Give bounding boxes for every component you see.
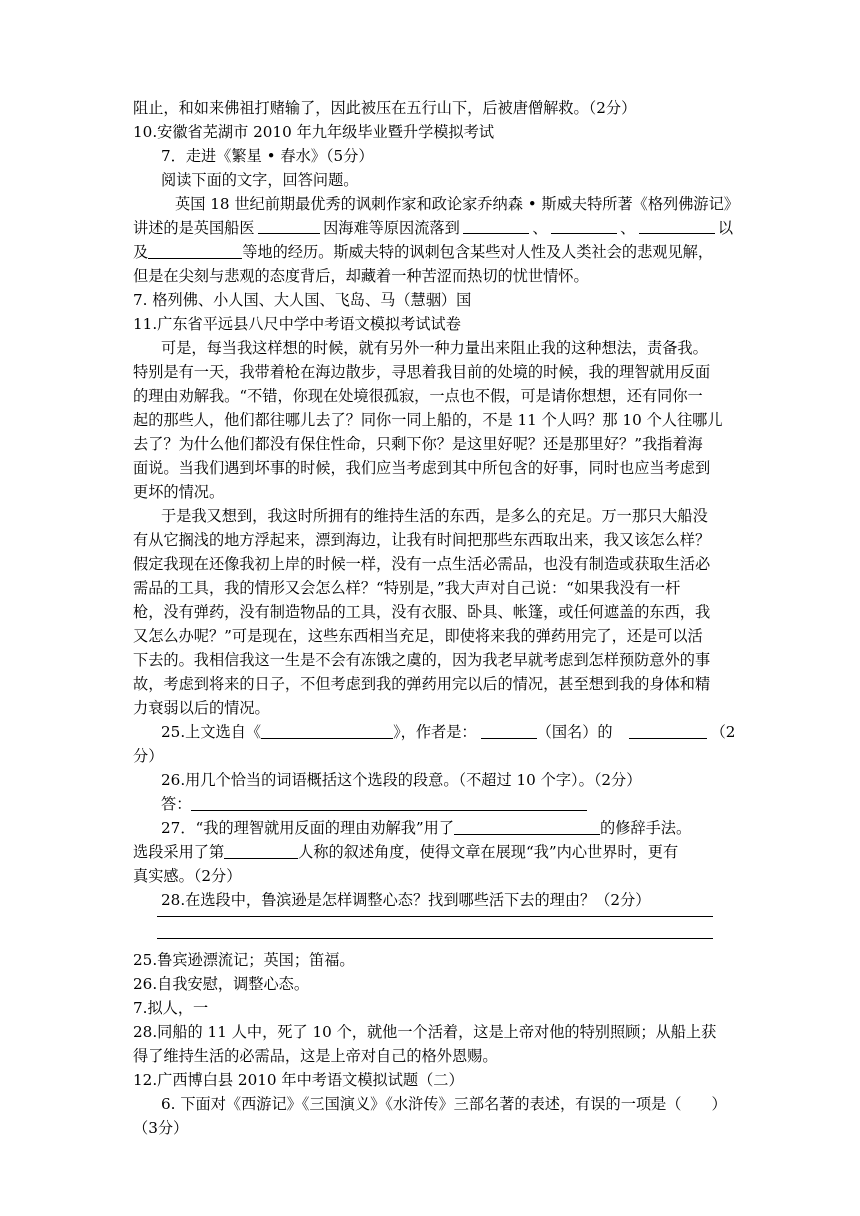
fill-line	[133, 240, 733, 264]
question-6	[133, 1092, 733, 1116]
passage-line: 更坏的情况。	[133, 483, 225, 501]
answer-blank[interactable]	[629, 721, 707, 739]
instruction: 阅读下面的文字，回答问题。	[161, 171, 359, 189]
answer-blank[interactable]	[481, 721, 537, 739]
text-span: 等地的经历。斯威夫特的讽刺包含某些对人性及人类社会的悲观见解，	[242, 243, 713, 261]
text-span: 》，作者是：	[393, 723, 477, 741]
text-span: 的修辞手法。	[600, 819, 692, 837]
text-span: 6. 下面对《西游记》《三国演义》《水浒传》三部名著的表述，有误的一项是（	[161, 1095, 682, 1113]
answer-line: 26.自我安慰，调整心态。	[133, 975, 310, 993]
answer-line: 28.同船的 11 人中，死了 10 个，就他一个活着，这是上帝对他的特别照顾；从船上获	[133, 1023, 717, 1041]
text-span: （2	[710, 723, 736, 741]
answer-line: 7. 格列佛、小人国、大人国、飞岛、马（慧骃）国	[133, 291, 472, 309]
answer-line: 25.鲁宾逊漂流记；英国；笛福。	[133, 951, 355, 969]
passage-line: 假定我现在还像我初上岸的时候一样，没有一点生活必需品，也没有制造或获取生活必	[133, 555, 711, 573]
passage-line: 有从它搁浅的地方浮起来，漂到海边，让我有时间把那些东西取出来，我又该怎么样？	[133, 531, 711, 549]
passage-line: 下去的。我相信我这一生是不会有冻饿之虞的，因为我老早就考虑到怎样预防意外的事	[133, 651, 711, 669]
section-heading: 12.广西博白县 2010 年中考语文模拟试题（二）	[133, 1071, 464, 1089]
text-span: 讲述的是英国船医	[133, 219, 255, 237]
question-27	[133, 816, 733, 840]
text-span: 及	[133, 243, 149, 261]
text-line: 但是在尖刻与悲观的态度背后，却藏着一种苦涩而热切的忧世情怀。	[133, 267, 589, 285]
answer-line: 7.拟人，一	[133, 999, 209, 1017]
section-heading: 11.广东省平远县八尺中学中考语文模拟考试试卷	[133, 315, 461, 333]
text-span: 因海难等原因流落到	[323, 219, 460, 237]
answer-blank[interactable]	[224, 841, 298, 859]
text-line: 分）	[133, 747, 164, 765]
answer-row	[133, 792, 733, 816]
question-title: 7．走进《繁星 • 春水》（5分）	[161, 147, 374, 165]
question-27-cont	[133, 840, 733, 864]
text-line: 英国 18 世纪前期最优秀的讽刺作家和政论家乔纳森 • 斯威夫特所著《格列佛游记》	[175, 195, 739, 213]
answer-label: 答：	[161, 795, 192, 813]
text-span: 27．“我的理智就用反面的理由劝解我”用了	[161, 819, 455, 837]
text-span: 以	[717, 219, 733, 237]
passage-line: 去了？为什么他们都没有保住性命，只剩下你？是这里好呢？还是那里好？”我指着海	[133, 435, 703, 453]
question-25	[133, 720, 736, 744]
text-line: （3分）	[133, 1119, 189, 1137]
passage-line: 枪，没有弹药，没有制造物品的工具，没有衣服、卧具、帐篷，或任何遮盖的东西，我	[133, 603, 711, 621]
answer-blank[interactable]	[463, 216, 529, 234]
answer-blank[interactable]	[454, 817, 600, 835]
passage-line: 于是我又想到，我这时所拥有的维持生活的东西，是多么的充足。万一那只大船没	[161, 507, 708, 525]
text-span: ）	[711, 1095, 727, 1113]
text-span: 人称的叙述角度，使得文章在展现“我”内心世界时，更有	[298, 843, 679, 861]
passage-line: 需品的工具，我的情形又会怎么样？“特别是，”我大声对自己说：“如果我没有一杆	[133, 579, 681, 597]
text-line: 真实感。（2分）	[133, 867, 242, 885]
answer-lines	[133, 912, 733, 936]
passage-line: 的理由劝解我。“不错，你现在处境很孤寂，一点也不假，可是请你想想，还有同你一	[133, 387, 703, 405]
answer-blank[interactable]	[191, 793, 587, 811]
document-page	[133, 96, 739, 1140]
text-span: 选段采用了第	[133, 843, 225, 861]
fill-line	[133, 216, 733, 240]
answer-blank[interactable]	[148, 241, 242, 259]
passage-line: 可是，每当我这样想的时候，就有另外一种力量出来阻止我的这种想法，责备我。	[161, 339, 708, 357]
passage-line: 故，考虑到将来的日子，不但考虑到我的弹药用完以后的情况，甚至想到我的身体和精	[133, 675, 711, 693]
section-heading: 10.安徽省芜湖市 2010 年九年级毕业暨升学模拟考试	[133, 123, 495, 141]
text-span: （国名）的	[536, 723, 613, 741]
answer-blank[interactable]	[551, 216, 617, 234]
passage-line: 力衰弱以后的情况。	[133, 699, 270, 717]
question-26: 26.用几个恰当的词语概括这个选段的段意。（不超过 10 个字）。（2分）	[161, 771, 642, 789]
passage-line: 起的那些人，他们都往哪儿去了？同你一同上船的，不是 11 个人吗？那 10 个人往哪儿	[133, 411, 723, 429]
text-span: 、	[620, 219, 636, 237]
answer-blank[interactable]	[157, 916, 713, 917]
answer-line: 得了维持生活的必需品，这是上帝对自己的格外恩赐。	[133, 1047, 498, 1065]
text-span: 、	[532, 219, 548, 237]
passage-line: 面说。当我们遇到坏事的时候，我们应当考虑到其中所包含的好事，同时也应当考虑到	[133, 459, 711, 477]
answer-blank[interactable]	[258, 216, 320, 234]
answer-blank[interactable]	[639, 216, 715, 234]
text-line: 阻止，和如来佛祖打赌输了，因此被压在五行山下，后被唐僧解救。（2分）	[133, 99, 637, 117]
passage-line: 又怎么办呢？”可是现在，这些东西相当充足，即使将来我的弹药用完了，还是可以活	[133, 627, 703, 645]
question-28: 28.在选段中，鲁滨逊是怎样调整心态？找到哪些活下去的理由？（2分）	[161, 891, 651, 909]
text-span: 25.上文选自《	[161, 723, 262, 741]
answer-blank[interactable]	[261, 721, 393, 739]
answer-blank[interactable]	[157, 938, 713, 939]
passage-line: 特别是有一天，我带着枪在海边散步，寻思着我目前的处境的时候，我的理智就用反面	[133, 363, 711, 381]
